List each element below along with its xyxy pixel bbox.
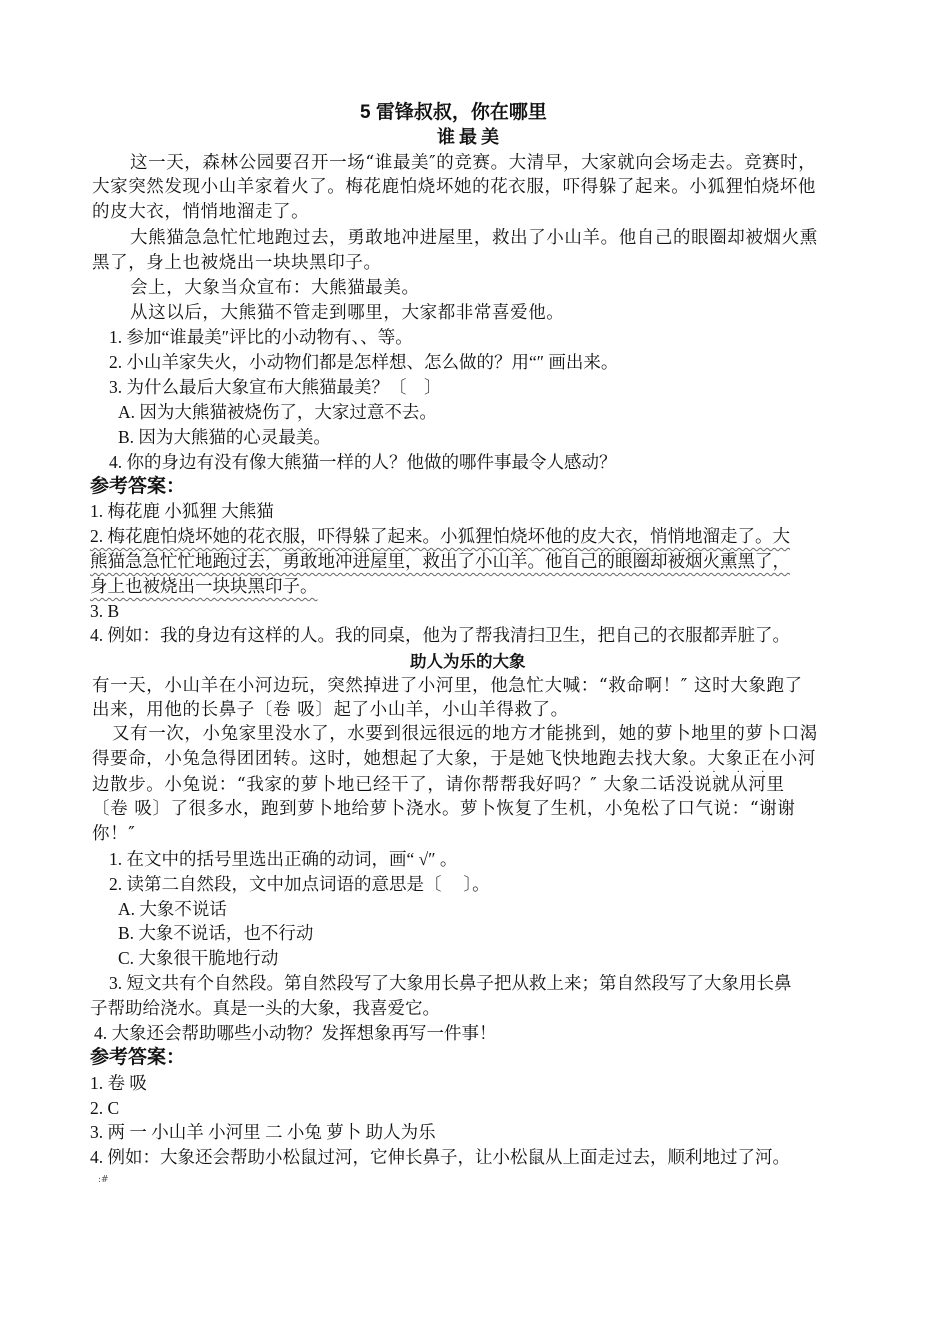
story-1-line: 黑了，身上也被烧出一块块黑印子。	[92, 253, 382, 273]
story-1-line: 大家突然发现小山羊家着火了。梅花鹿怕烧坏她的花衣服，吓得躲了起来。小狐狸怕烧坏他	[92, 177, 816, 197]
answer-heading: 参考答案：	[90, 476, 186, 497]
question-line: 2. 读第二自然段，文中加点词语的意思是〔 〕。	[109, 874, 490, 894]
answer-line-underlined: 2. 梅花鹿怕烧坏她的花衣服，吓得躲了起来。小狐狸怕烧坏他的皮大衣，悄悄地溜走了。大	[90, 526, 790, 546]
story-2-line: 边散步。小兔说：“我家的萝卜地已经干了，请你帮帮我好吗？″ 大象二话没说就从河里	[92, 775, 785, 795]
question-option: A. 大象不说话	[118, 899, 227, 919]
story-1-line: 大熊猫急急忙忙地跑过去，勇敢地冲进屋里，救出了小山羊。他自己的眼圈却被烟火熏	[130, 228, 818, 248]
answer-line: 1. 梅花鹿 小狐狸 大熊猫	[90, 501, 274, 521]
story-1-line: 从这以后，大熊猫不管走到哪里，大家都非常喜爱他。	[130, 303, 565, 323]
page-title: 5 雷锋叔叔，你在哪里	[360, 102, 547, 123]
story-1-line: 这一天，森林公园要召开一场“谁最美″的竞赛。大清早，大家就向会场走去。竞赛时，	[130, 153, 817, 173]
answer-line: 2. C	[90, 1098, 120, 1118]
footer-mark: :#	[98, 1175, 109, 1185]
answer-line: 3. 两 一 小山羊 小河里 二 小兔 萝卜 助人为乐	[90, 1122, 436, 1142]
question-line: 子帮助给浇水。真是一头的大象，我喜爱它。	[90, 998, 440, 1018]
story-2-line: 出来，用他的长鼻子〔卷 吸〕起了小山羊，小山羊得救了。	[92, 700, 569, 720]
answer-heading: 参考答案：	[90, 1047, 186, 1068]
question-line: 3. 短文共有个自然段。第自然段写了大象用长鼻子把从救上来；第自然段写了大象用长鼻	[109, 973, 792, 993]
question-line: 1. 参加“谁最美″评比的小动物有、、等。	[109, 327, 413, 347]
section-1-subtitle: 谁最美	[437, 127, 503, 147]
question-line: 1. 在文中的括号里选出正确的动词，画“ √″ 。	[109, 849, 458, 869]
story-2-line: 你！″	[92, 824, 136, 844]
section-2-subtitle: 助人为乐的大象	[410, 653, 526, 671]
story-2-line: 〔卷 吸〕了很多水，跑到萝卜地给萝卜浇水。萝卜恢复了生机，小兔松了口气说：“谢谢	[92, 799, 796, 819]
question-line: 3. 为什么最后大象宣布大熊猫最美？〔 〕	[109, 377, 442, 397]
question-option: C. 大象很干脆地行动	[118, 948, 279, 968]
question-option: B. 因为大熊猫的心灵最美。	[118, 427, 331, 447]
answer-line-underlined: 熊猫急急忙忙地跑过去，勇敢地冲进屋里，救出了小山羊。他自己的眼圈却被烟火熏黑了，	[90, 551, 790, 571]
question-line: 4. 你的身边有没有像大熊猫一样的人？他做的哪件事最令人感动？	[109, 452, 617, 472]
answer-line: 4. 例如：大象还会帮助小松鼠过河，它伸长鼻子，让小松鼠从上面走过去，顺利地过了河。	[90, 1147, 790, 1167]
answer-line: 1. 卷 吸	[90, 1073, 147, 1093]
story-2-line: 又有一次，小兔家里没水了，水要到很远很远的地方才能挑到，她的萝卜地里的萝卜口渴	[112, 724, 818, 744]
story-2-line: 得要命，小兔急得团团转。这时，她想起了大象，于是她飞快地跑去找大象。大象正在小河	[92, 749, 816, 769]
story-2-line: 有一天，小山羊在小河边玩，突然掉进了小河里，他急忙大喊：“救命啊！″ 这时大象跑了	[92, 676, 803, 696]
question-line: 2. 小山羊家失火，小动物们都是怎样想、怎么做的？用“″ 画出来。	[109, 352, 619, 372]
answer-line-underlined: 身上也被烧出一块块黑印子。	[90, 576, 318, 596]
emphasis-dots: · · · ·	[688, 767, 774, 778]
answer-line: 3. B	[90, 601, 120, 621]
story-1-line: 的皮大衣，悄悄地溜走了。	[92, 202, 310, 222]
question-line: 4. 大象还会帮助哪些小动物？发挥想象再写一件事！	[94, 1023, 497, 1043]
question-option: A. 因为大熊猫被烧伤了，大家过意不去。	[118, 402, 437, 422]
story-1-line: 会上，大象当众宣布：大熊猫最美。	[130, 278, 420, 298]
question-option: B. 大象不说话，也不行动	[118, 923, 314, 943]
answer-line: 4. 例如：我的身边有这样的人。我的同桌，他为了帮我清扫卫生，把自己的衣服都弄脏了。	[90, 625, 790, 645]
